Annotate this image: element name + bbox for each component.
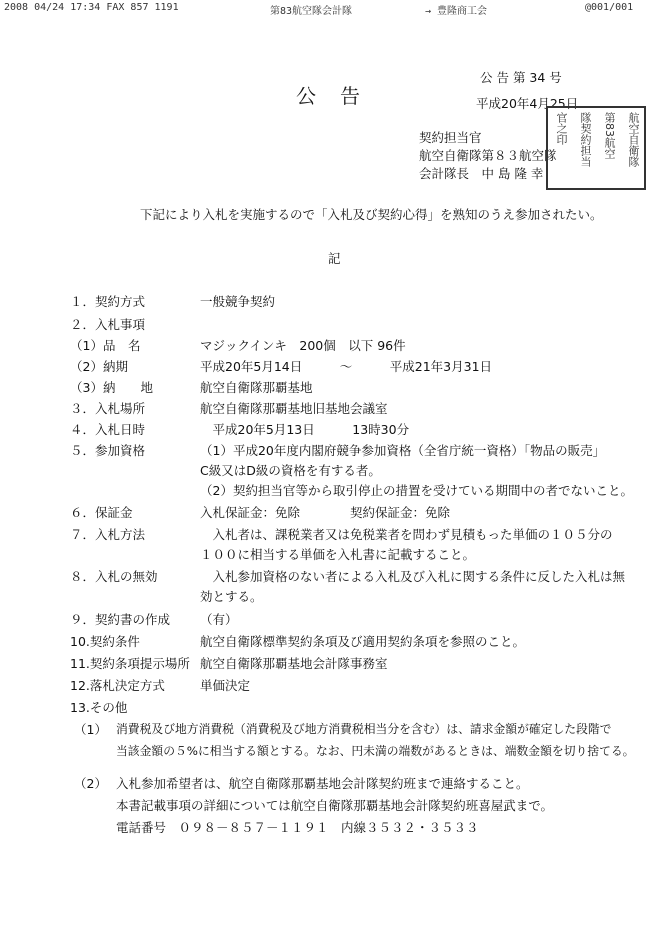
item-value: C級又はD級の資格を有する者。 xyxy=(200,463,381,478)
item-value: １００に相当する単価を入札書に記載すること。 xyxy=(200,547,476,562)
seal-text: 隊契約担当 xyxy=(579,112,592,167)
item-label: （2）納期 xyxy=(70,359,128,374)
item-value: 航空自衛隊標準契約条項及び適用契約条項を参照のこと。 xyxy=(200,634,526,649)
issuer-name: 会計隊長 中 島 隆 幸 xyxy=(419,166,544,181)
item-value: （2）契約担当官等から取引停止の措置を受けている期間中の者でないこと。 xyxy=(200,483,633,498)
item-value: 入札者は、課税業者又は免税業者を問わず見積もった単価の１０５分の xyxy=(200,527,613,542)
item-label: 12.落札決定方式 xyxy=(70,678,165,693)
other-text: 当該金額の５%に相当する額とする。なお、円未満の端数があるときは、端数金額を切り捨てる。 xyxy=(116,744,635,758)
page-title: 公 告 xyxy=(296,84,362,108)
seal-text: 航空自衛隊 xyxy=(627,112,640,167)
item-value: 効とする。 xyxy=(200,589,263,604)
ki-heading: 記 xyxy=(328,251,341,266)
fax-recipient: → 豊隆商工会 xyxy=(425,6,488,17)
item-value: 航空自衛隊那覇基地 xyxy=(200,380,313,395)
item-label: 10.契約条件 xyxy=(70,634,140,649)
item-label: （1）品 名 xyxy=(70,338,141,353)
item-value: 平成20年5月13日 13時30分 xyxy=(200,422,410,437)
item-value: 単価決定 xyxy=(200,678,251,693)
item-value: マジックインキ 200個 以下 96件 xyxy=(200,338,406,353)
item-value: （1）平成20年度内閣府競争参加資格（全省庁統一資格）「物品の販売」 xyxy=(200,443,606,458)
item-label: ５．参加資格 xyxy=(70,443,146,458)
seal-text: 第83航空 xyxy=(603,112,616,159)
issuer-title: 契約担当官 xyxy=(419,130,482,145)
item-value: 平成20年5月14日 ～ 平成21年3月31日 xyxy=(200,359,493,374)
other-number: （1） xyxy=(74,722,107,737)
item-value: （有） xyxy=(200,612,238,627)
phone-text: 電話番号 ０９８－８５７－１１９１ 内線３５３２・３５３３ xyxy=(116,820,479,835)
item-label: ８．入札の無効 xyxy=(70,569,158,584)
notice-date: 平成20年4月25日 xyxy=(476,96,579,111)
other-text: 消費税及び地方消費税（消費税及び地方消費税相当分を含む）は、請求金額が確定した段階で xyxy=(116,722,612,736)
other-text: 本書記載事項の詳細については航空自衛隊那覇基地会計隊契約班喜屋武まで。 xyxy=(116,798,554,813)
item-value: 一般競争契約 xyxy=(200,294,276,309)
item-label: 11.契約条項提示場所 xyxy=(70,656,190,671)
intro-text: 下記により入札を実施するので「入札及び契約心得」を熟知のうえ参加されたい。 xyxy=(140,207,603,222)
item-label: ６．保証金 xyxy=(70,505,133,520)
fax-sender: 第83航空隊会計隊 xyxy=(270,6,353,17)
official-seal-stamp xyxy=(546,106,646,190)
item-label: ２．入札事項 xyxy=(70,317,146,332)
item-value: 入札参加資格のない者による入札及び入札に関する条件に反した入札は無 xyxy=(200,569,626,584)
item-label: 13.その他 xyxy=(70,700,128,715)
notice-number: 公 告 第 34 号 xyxy=(480,70,562,85)
item-value: 航空自衛隊那覇基地旧基地会議室 xyxy=(200,401,388,416)
fax-page: @001/001 xyxy=(585,2,634,13)
item-value: 入札保証金：免除 契約保証金：免除 xyxy=(200,505,451,520)
item-label: （3）納 地 xyxy=(70,380,153,395)
item-label: ７．入札方法 xyxy=(70,527,146,542)
fax-datetime: 2008 04/24 17:34 FAX 857 1191 xyxy=(4,2,179,13)
seal-text: 官之印 xyxy=(555,112,568,145)
other-number: （2） xyxy=(74,776,107,791)
item-label: １．契約方式 xyxy=(70,294,146,309)
item-label: ３．入札場所 xyxy=(70,401,146,416)
issuer-unit: 航空自衛隊第８３航空隊 xyxy=(419,148,557,163)
item-label: ９．契約書の作成 xyxy=(70,612,171,627)
other-text: 入札参加希望者は、航空自衛隊那覇基地会計隊契約班まで連絡すること。 xyxy=(116,776,529,791)
item-label: ４．入札日時 xyxy=(70,422,146,437)
item-value: 航空自衛隊那覇基地会計隊事務室 xyxy=(200,656,388,671)
